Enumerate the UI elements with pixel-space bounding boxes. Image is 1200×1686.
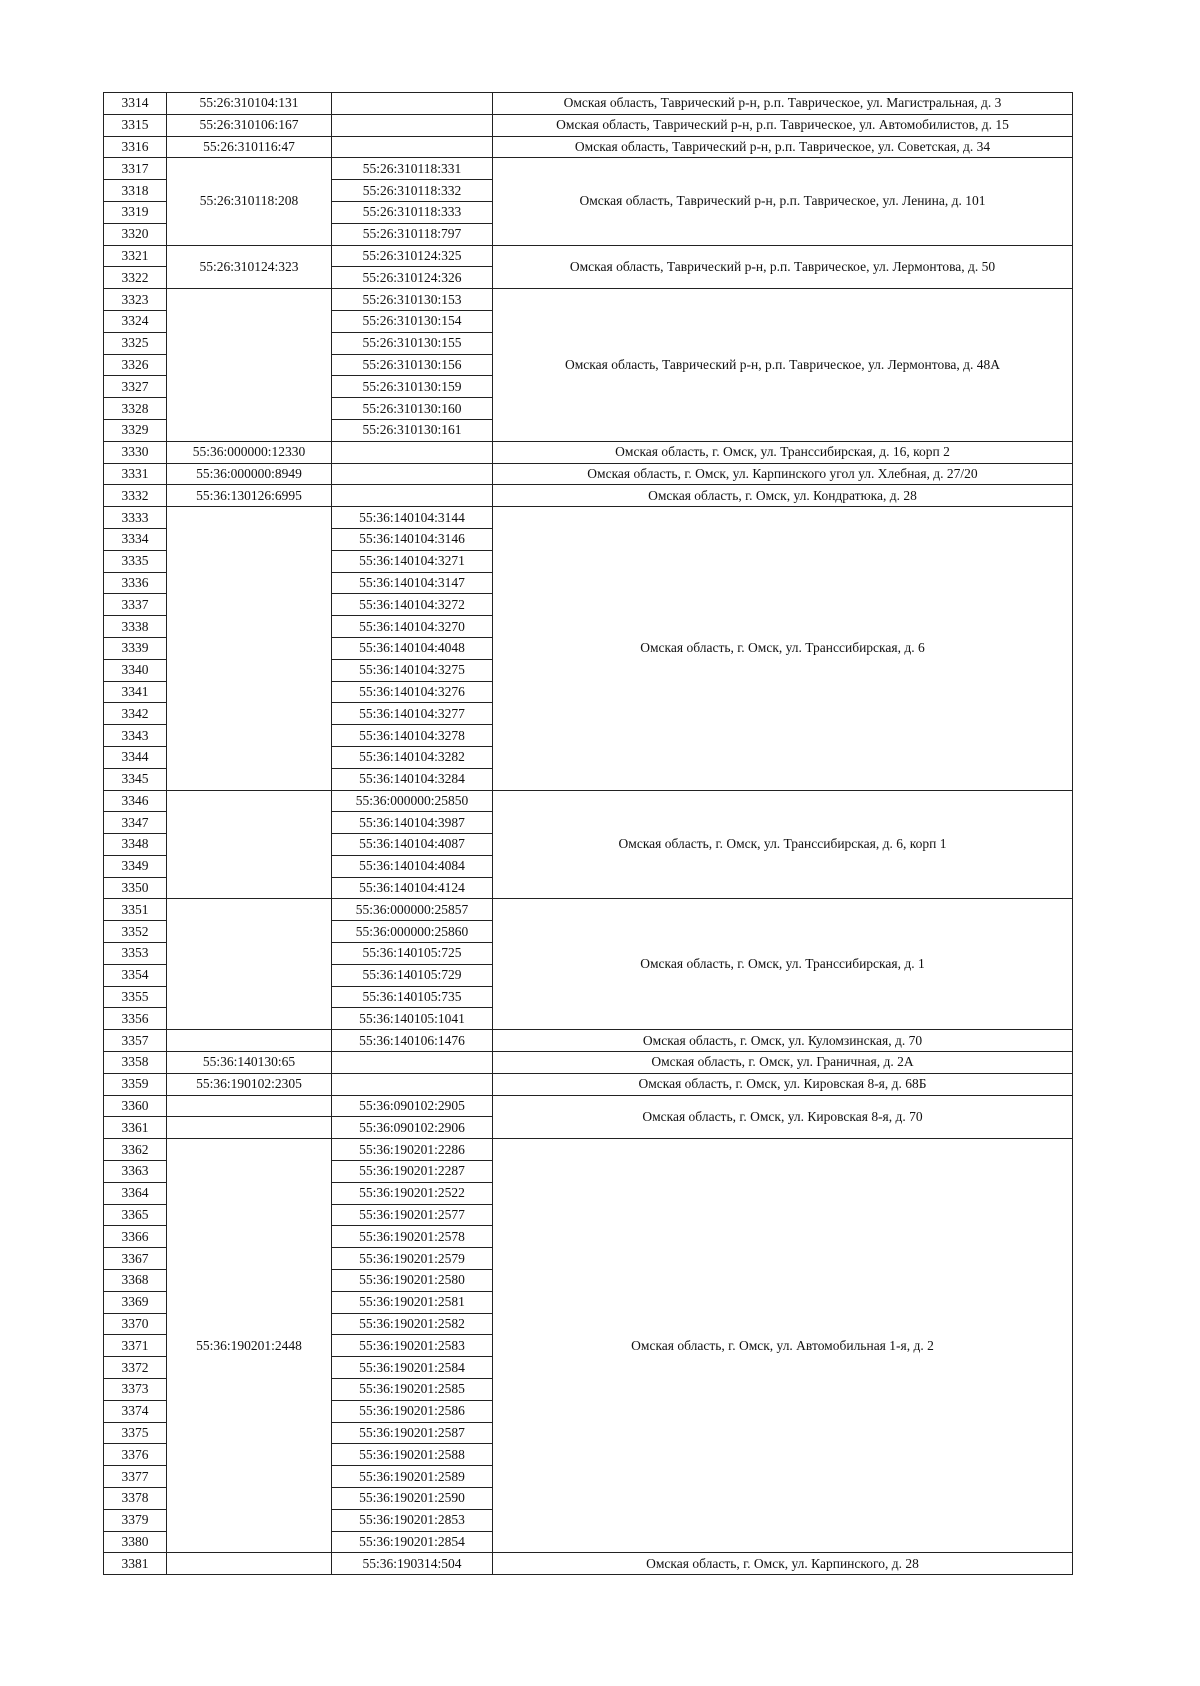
row-number-cell: 3325 <box>104 332 167 354</box>
row-number-cell: 3375 <box>104 1422 167 1444</box>
sub-cadastral-number-cell: 55:36:140104:3284 <box>332 768 493 790</box>
sub-cadastral-number-cell: 55:36:000000:25860 <box>332 921 493 943</box>
row-number-cell: 3340 <box>104 659 167 681</box>
table-row <box>104 114 1073 136</box>
sub-cadastral-number-cell: 55:26:310118:331 <box>332 158 493 180</box>
row-number-cell: 3346 <box>104 790 167 812</box>
sub-cadastral-number-cell: 55:36:190201:2286 <box>332 1139 493 1161</box>
address-cell: Омская область, Таврический р-н, р.п. Таврическое, ул. Лермонтова, д. 50 <box>493 245 1073 289</box>
address-cell: Омская область, Таврический р-н, р.п. Таврическое, ул. Автомобилистов, д. 15 <box>493 114 1073 136</box>
sub-cadastral-number-cell: 55:26:310130:161 <box>332 419 493 441</box>
sub-cadastral-number-cell: 55:26:310130:155 <box>332 332 493 354</box>
table-row <box>104 899 1073 921</box>
row-number-cell: 3320 <box>104 223 167 245</box>
sub-cadastral-number-cell: 55:36:190314:504 <box>332 1553 493 1575</box>
cadastral-number-cell <box>167 1030 332 1052</box>
row-number-cell: 3324 <box>104 310 167 332</box>
sub-cadastral-number-cell <box>332 1073 493 1095</box>
sub-cadastral-number-cell: 55:36:090102:2905 <box>332 1095 493 1117</box>
row-number-cell: 3356 <box>104 1008 167 1030</box>
sub-cadastral-number-cell <box>332 93 493 115</box>
address-cell: Омская область, г. Омск, ул. Кировская 8-я, д. 68Б <box>493 1073 1073 1095</box>
row-number-cell: 3335 <box>104 550 167 572</box>
table-row <box>104 1073 1073 1095</box>
row-number-cell: 3362 <box>104 1139 167 1161</box>
row-number-cell: 3319 <box>104 201 167 223</box>
row-number-cell: 3379 <box>104 1509 167 1531</box>
sub-cadastral-number-cell: 55:26:310124:326 <box>332 267 493 289</box>
row-number-cell: 3366 <box>104 1226 167 1248</box>
sub-cadastral-number-cell: 55:36:190201:2582 <box>332 1313 493 1335</box>
cadastral-register-table <box>103 92 1073 1575</box>
sub-cadastral-number-cell: 55:36:140104:3144 <box>332 507 493 529</box>
address-cell: Омская область, Таврический р-н, р.п. Таврическое, ул. Ленина, д. 101 <box>493 158 1073 245</box>
address-cell: Омская область, Таврический р-н, р.п. Таврическое, ул. Магистральная, д. 3 <box>493 93 1073 115</box>
sub-cadastral-number-cell: 55:36:140104:3272 <box>332 594 493 616</box>
cadastral-number-cell: 55:26:310106:167 <box>167 114 332 136</box>
sub-cadastral-number-cell: 55:26:310130:160 <box>332 398 493 420</box>
sub-cadastral-number-cell: 55:36:190201:2584 <box>332 1357 493 1379</box>
row-number-cell: 3372 <box>104 1357 167 1379</box>
cadastral-number-cell <box>167 1117 332 1139</box>
row-number-cell: 3343 <box>104 725 167 747</box>
address-cell: Омская область, г. Омск, ул. Транссибирская, д. 6 <box>493 507 1073 790</box>
sub-cadastral-number-cell: 55:36:190201:2577 <box>332 1204 493 1226</box>
sub-cadastral-number-cell <box>332 441 493 463</box>
row-number-cell: 3345 <box>104 768 167 790</box>
sub-cadastral-number-cell: 55:26:310124:325 <box>332 245 493 267</box>
row-number-cell: 3364 <box>104 1182 167 1204</box>
sub-cadastral-number-cell: 55:36:190201:2587 <box>332 1422 493 1444</box>
row-number-cell: 3314 <box>104 93 167 115</box>
sub-cadastral-number-cell: 55:36:140104:3146 <box>332 528 493 550</box>
row-number-cell: 3380 <box>104 1531 167 1553</box>
cadastral-number-cell: 55:36:140130:65 <box>167 1052 332 1074</box>
sub-cadastral-number-cell: 55:36:190201:2583 <box>332 1335 493 1357</box>
sub-cadastral-number-cell: 55:36:190201:2590 <box>332 1488 493 1510</box>
sub-cadastral-number-cell: 55:36:140104:4048 <box>332 637 493 659</box>
row-number-cell: 3373 <box>104 1379 167 1401</box>
row-number-cell: 3367 <box>104 1248 167 1270</box>
row-number-cell: 3353 <box>104 943 167 965</box>
sub-cadastral-number-cell: 55:36:140106:1476 <box>332 1030 493 1052</box>
row-number-cell: 3361 <box>104 1117 167 1139</box>
sub-cadastral-number-cell: 55:36:140104:4124 <box>332 877 493 899</box>
sub-cadastral-number-cell: 55:36:140104:3147 <box>332 572 493 594</box>
table-row <box>104 463 1073 485</box>
cadastral-number-cell: 55:36:190201:2448 <box>167 1139 332 1553</box>
sub-cadastral-number-cell: 55:36:140105:729 <box>332 964 493 986</box>
row-number-cell: 3336 <box>104 572 167 594</box>
row-number-cell: 3369 <box>104 1291 167 1313</box>
table-row <box>104 507 1073 529</box>
cadastral-number-cell: 55:36:130126:6995 <box>167 485 332 507</box>
sub-cadastral-number-cell: 55:36:190201:2586 <box>332 1400 493 1422</box>
sub-cadastral-number-cell: 55:36:140105:725 <box>332 943 493 965</box>
sub-cadastral-number-cell: 55:36:140104:3987 <box>332 812 493 834</box>
sub-cadastral-number-cell: 55:26:310130:156 <box>332 354 493 376</box>
table-row <box>104 158 1073 180</box>
sub-cadastral-number-cell: 55:26:310130:159 <box>332 376 493 398</box>
sub-cadastral-number-cell: 55:36:190201:2580 <box>332 1270 493 1292</box>
cadastral-number-cell <box>167 1553 332 1575</box>
row-number-cell: 3344 <box>104 746 167 768</box>
address-cell: Омская область, г. Омск, ул. Граничная, д. 2А <box>493 1052 1073 1074</box>
row-number-cell: 3327 <box>104 376 167 398</box>
row-number-cell: 3371 <box>104 1335 167 1357</box>
cadastral-number-cell: 55:26:310124:323 <box>167 245 332 289</box>
sub-cadastral-number-cell <box>332 114 493 136</box>
row-number-cell: 3348 <box>104 834 167 856</box>
row-number-cell: 3349 <box>104 855 167 877</box>
row-number-cell: 3357 <box>104 1030 167 1052</box>
sub-cadastral-number-cell: 55:36:140104:3276 <box>332 681 493 703</box>
sub-cadastral-number-cell: 55:36:140104:3282 <box>332 746 493 768</box>
row-number-cell: 3347 <box>104 812 167 834</box>
cadastral-number-cell <box>167 1095 332 1117</box>
row-number-cell: 3368 <box>104 1270 167 1292</box>
row-number-cell: 3338 <box>104 616 167 638</box>
row-number-cell: 3365 <box>104 1204 167 1226</box>
table-row <box>104 485 1073 507</box>
table-row <box>104 1095 1073 1117</box>
table-row <box>104 441 1073 463</box>
row-number-cell: 3376 <box>104 1444 167 1466</box>
cadastral-number-cell: 55:36:000000:8949 <box>167 463 332 485</box>
address-cell: Омская область, г. Омск, ул. Транссибирская, д. 1 <box>493 899 1073 1030</box>
register-table-body <box>104 93 1073 1575</box>
address-cell: Омская область, г. Омск, ул. Карпинского, д. 28 <box>493 1553 1073 1575</box>
cadastral-number-cell <box>167 899 332 1030</box>
row-number-cell: 3328 <box>104 398 167 420</box>
address-cell: Омская область, Таврический р-н, р.п. Таврическое, ул. Советская, д. 34 <box>493 136 1073 158</box>
row-number-cell: 3315 <box>104 114 167 136</box>
sub-cadastral-number-cell: 55:36:140104:3271 <box>332 550 493 572</box>
row-number-cell: 3351 <box>104 899 167 921</box>
sub-cadastral-number-cell <box>332 1052 493 1074</box>
row-number-cell: 3378 <box>104 1488 167 1510</box>
cadastral-number-cell: 55:26:310104:131 <box>167 93 332 115</box>
table-row <box>104 1139 1073 1161</box>
row-number-cell: 3331 <box>104 463 167 485</box>
table-row <box>104 1052 1073 1074</box>
cadastral-number-cell: 55:26:310118:208 <box>167 158 332 245</box>
sub-cadastral-number-cell: 55:36:190201:2287 <box>332 1161 493 1183</box>
sub-cadastral-number-cell: 55:36:190201:2588 <box>332 1444 493 1466</box>
sub-cadastral-number-cell: 55:26:310130:153 <box>332 289 493 311</box>
row-number-cell: 3318 <box>104 180 167 202</box>
row-number-cell: 3316 <box>104 136 167 158</box>
sub-cadastral-number-cell: 55:36:000000:25857 <box>332 899 493 921</box>
address-cell: Омская область, г. Омск, ул. Кировская 8-я, д. 70 <box>493 1095 1073 1139</box>
row-number-cell: 3339 <box>104 637 167 659</box>
table-row <box>104 93 1073 115</box>
row-number-cell: 3337 <box>104 594 167 616</box>
table-row <box>104 1553 1073 1575</box>
table-row <box>104 1030 1073 1052</box>
sub-cadastral-number-cell: 55:36:190201:2578 <box>332 1226 493 1248</box>
row-number-cell: 3341 <box>104 681 167 703</box>
address-cell: Омская область, г. Омск, ул. Автомобильная 1-я, д. 2 <box>493 1139 1073 1553</box>
cadastral-number-cell: 55:36:190102:2305 <box>167 1073 332 1095</box>
cadastral-number-cell: 55:26:310116:47 <box>167 136 332 158</box>
address-cell: Омская область, г. Омск, ул. Транссибирская, д. 16, корп 2 <box>493 441 1073 463</box>
row-number-cell: 3317 <box>104 158 167 180</box>
cadastral-number-cell: 55:36:000000:12330 <box>167 441 332 463</box>
row-number-cell: 3363 <box>104 1161 167 1183</box>
row-number-cell: 3342 <box>104 703 167 725</box>
sub-cadastral-number-cell: 55:36:190201:2579 <box>332 1248 493 1270</box>
cadastral-number-cell <box>167 507 332 790</box>
row-number-cell: 3333 <box>104 507 167 529</box>
sub-cadastral-number-cell <box>332 463 493 485</box>
row-number-cell: 3355 <box>104 986 167 1008</box>
sub-cadastral-number-cell: 55:36:190201:2581 <box>332 1291 493 1313</box>
table-row <box>104 790 1073 812</box>
row-number-cell: 3352 <box>104 921 167 943</box>
sub-cadastral-number-cell: 55:26:310130:154 <box>332 310 493 332</box>
sub-cadastral-number-cell <box>332 136 493 158</box>
row-number-cell: 3381 <box>104 1553 167 1575</box>
row-number-cell: 3354 <box>104 964 167 986</box>
address-cell: Омская область, г. Омск, ул. Транссибирская, д. 6, корп 1 <box>493 790 1073 899</box>
sub-cadastral-number-cell: 55:36:140104:3278 <box>332 725 493 747</box>
sub-cadastral-number-cell: 55:36:140104:3277 <box>332 703 493 725</box>
sub-cadastral-number-cell: 55:26:310118:797 <box>332 223 493 245</box>
address-cell: Омская область, г. Омск, ул. Карпинского угол ул. Хлебная, д. 27/20 <box>493 463 1073 485</box>
address-cell: Омская область, г. Омск, ул. Кондратюка, д. 28 <box>493 485 1073 507</box>
sub-cadastral-number-cell: 55:36:190201:2853 <box>332 1509 493 1531</box>
row-number-cell: 3326 <box>104 354 167 376</box>
row-number-cell: 3323 <box>104 289 167 311</box>
sub-cadastral-number-cell: 55:36:190201:2589 <box>332 1466 493 1488</box>
row-number-cell: 3330 <box>104 441 167 463</box>
address-cell: Омская область, г. Омск, ул. Куломзинская, д. 70 <box>493 1030 1073 1052</box>
sub-cadastral-number-cell: 55:36:190201:2854 <box>332 1531 493 1553</box>
row-number-cell: 3334 <box>104 528 167 550</box>
row-number-cell: 3350 <box>104 877 167 899</box>
row-number-cell: 3359 <box>104 1073 167 1095</box>
row-number-cell: 3332 <box>104 485 167 507</box>
address-cell: Омская область, Таврический р-н, р.п. Таврическое, ул. Лермонтова, д. 48А <box>493 289 1073 442</box>
sub-cadastral-number-cell: 55:36:140104:3275 <box>332 659 493 681</box>
sub-cadastral-number-cell: 55:36:140104:4084 <box>332 855 493 877</box>
row-number-cell: 3329 <box>104 419 167 441</box>
table-row <box>104 289 1073 311</box>
sub-cadastral-number-cell: 55:36:140105:1041 <box>332 1008 493 1030</box>
sub-cadastral-number-cell: 55:26:310118:333 <box>332 201 493 223</box>
sub-cadastral-number-cell: 55:36:140104:4087 <box>332 834 493 856</box>
sub-cadastral-number-cell <box>332 485 493 507</box>
table-row <box>104 245 1073 267</box>
sub-cadastral-number-cell: 55:26:310118:332 <box>332 180 493 202</box>
row-number-cell: 3321 <box>104 245 167 267</box>
cadastral-number-cell <box>167 289 332 442</box>
row-number-cell: 3360 <box>104 1095 167 1117</box>
row-number-cell: 3370 <box>104 1313 167 1335</box>
sub-cadastral-number-cell: 55:36:140105:735 <box>332 986 493 1008</box>
table-row <box>104 136 1073 158</box>
row-number-cell: 3374 <box>104 1400 167 1422</box>
sub-cadastral-number-cell: 55:36:090102:2906 <box>332 1117 493 1139</box>
sub-cadastral-number-cell: 55:36:190201:2522 <box>332 1182 493 1204</box>
cadastral-number-cell <box>167 790 332 899</box>
sub-cadastral-number-cell: 55:36:000000:25850 <box>332 790 493 812</box>
sub-cadastral-number-cell: 55:36:190201:2585 <box>332 1379 493 1401</box>
row-number-cell: 3322 <box>104 267 167 289</box>
sub-cadastral-number-cell: 55:36:140104:3270 <box>332 616 493 638</box>
row-number-cell: 3358 <box>104 1052 167 1074</box>
row-number-cell: 3377 <box>104 1466 167 1488</box>
